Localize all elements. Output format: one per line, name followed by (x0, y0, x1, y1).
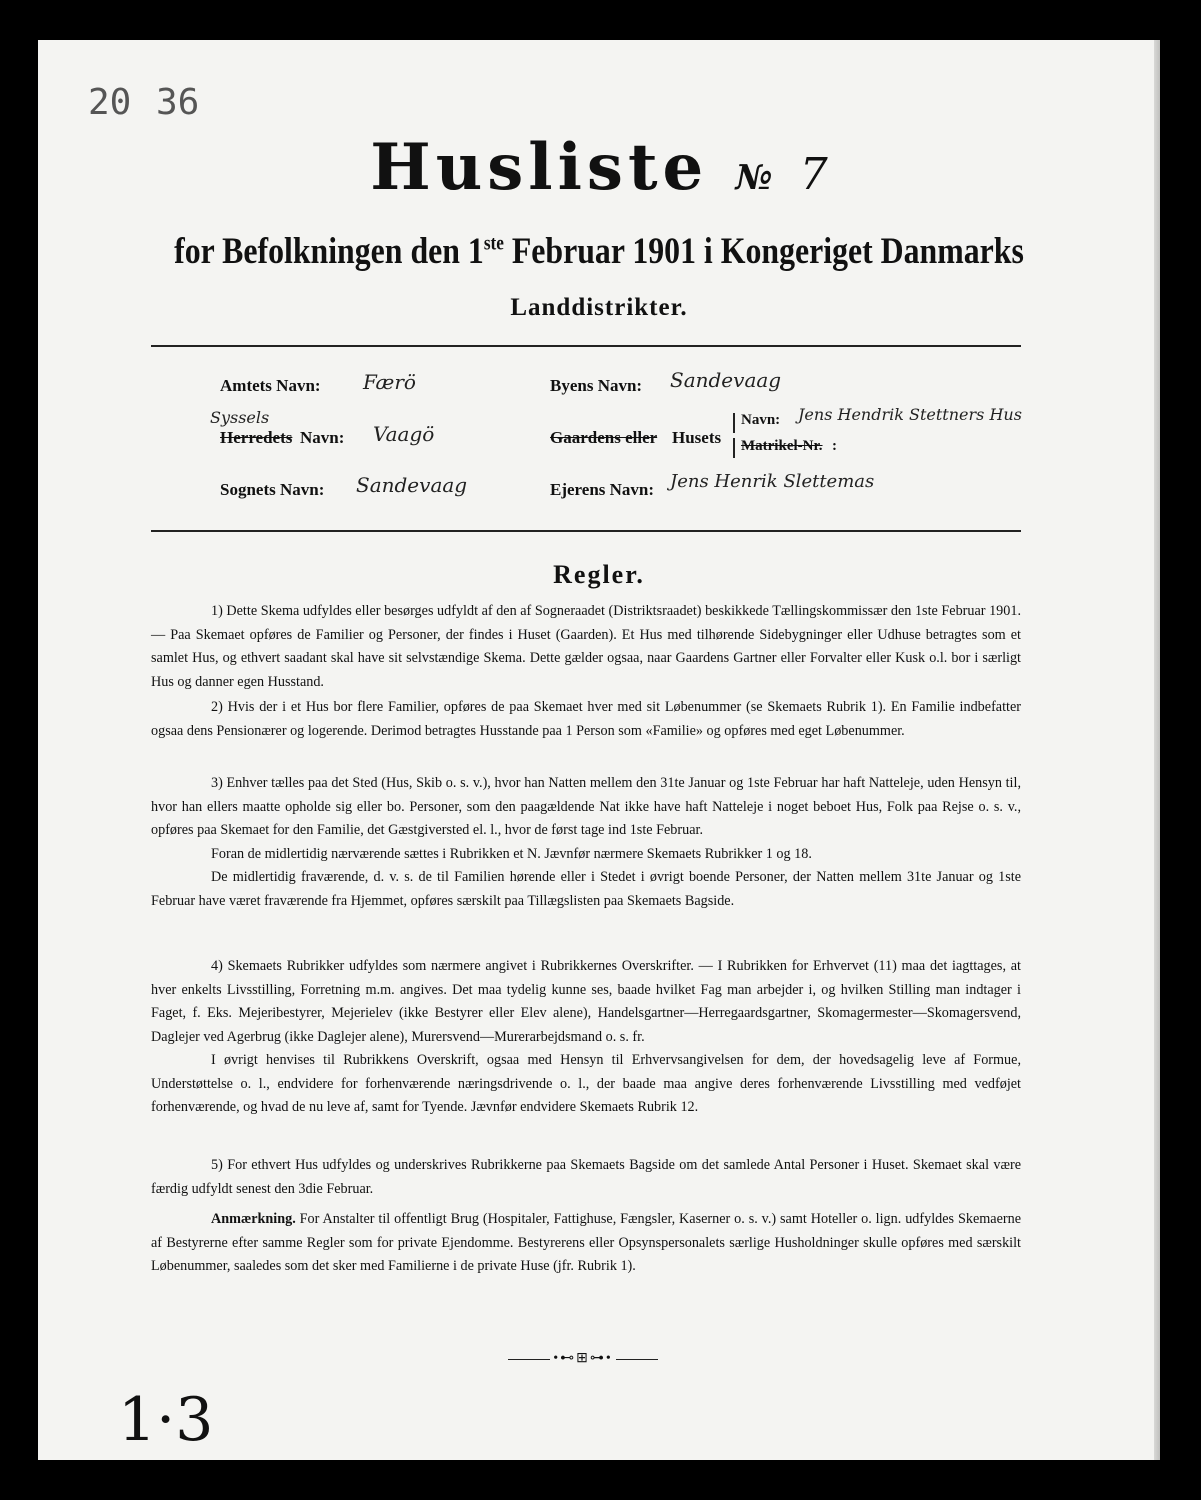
ejer-value: Jens Henrik Slettemas (670, 471, 875, 492)
stamp-number-left: 20 (88, 82, 132, 123)
form-subtitle (117, 230, 1082, 273)
remark-text: For Anstalter til offentligt Brug (Hospitaler, Fattighuse, Fængsler, Kaserner o. s. v.) samt Hoteller o. lign. udfyldes Skemaerne af Bestyrerne efter samme Regler som for private Ejendomme. Bestyrerens eller Opsynspersonalets særlige Husholdninger skulle opføres med særskilt Løbenummer, saaledes som det sker med Familierne i de private Huse (jfr. Rubrik 1). (151, 1211, 1021, 1274)
husets-label: Husets (672, 428, 722, 447)
gaard-label: Gaardens eller (550, 428, 658, 447)
matrikel-colon: : (832, 438, 837, 454)
rule-3: 3) Enhver tælles paa det Sted (Hus, Skib o. s. v.), hvor han Natten mellem den 31te Januar og 1ste Februar har haft Natteleje, uden Hensyn til, hvor han ellers maatte opholde sig eller bo. Personer, som den paagældende Nat ikke have haft Natteleje i noget beboet Hus, Folk paa Rejse o. s. v., opføres paa Skemaet for den Familie, det Gæstgiversted el. l., hvor de først tage ind 1ste Februar. (151, 775, 1021, 838)
herred-value: Vaagö (373, 422, 435, 446)
rule-1: 1) Dette Skema udfyldes eller besørges udfyldt af den af Sogneraadet (Distriktsraadet) beskikkede Tællingskommissær den 1ste Februar 1901. — Paa Skemaet opføres de Familier og Personer, der findes i Huset (Gaarden). Et Hus med tilhørende Sidebygninger eller Udhuse betragtes som et samlet Hus, og ethvert saadant skal have sit selvstændige Skema. Dette gælder ogsaa, naar Gaardens Gartner eller Forvalter eller Kusk o.l. bor i særligt Hus og danner egen Husstand. (151, 603, 1021, 690)
subtitle-superscript: ste (483, 232, 504, 255)
census-form-page (38, 40, 1160, 1460)
rule-2: 2) Hvis der i et Hus bor flere Familier, opføres de paa Skemaet hver med sit Løbenummer (se Skemaets Rubrik 1). En Familie indbefatter ogsaa dens Pensionærer og logerende. Derimod betragtes Husstande paa 1 Person som «Familie» og opføres med eget Løbenummer. (151, 699, 1021, 739)
ornament-divider: •⊷⊞⊶• (508, 1350, 658, 1367)
herred-label: Herredets (220, 428, 293, 447)
sogn-value: Sandevaag (356, 473, 468, 497)
top-divider (151, 345, 1021, 347)
remark (151, 1208, 1021, 1279)
title-text: Husliste (370, 130, 709, 205)
rule-3-note-present: Foran de midlertidig nærværende sættes i Rubrikken et N. Jævnfør nærmere Skemaets Rubrikker 1 og 18. (211, 845, 812, 862)
matrikel-label: Matrikel-Nr. (741, 438, 823, 454)
house-list-number: 7 (799, 149, 828, 200)
bracket-bar-top (733, 413, 735, 433)
rules-section-5 (151, 1154, 1021, 1201)
house-name-value: Jens Hendrik Stettners Hus (798, 405, 1022, 424)
amt-value: Færö (363, 370, 416, 394)
number-symbol: № (735, 158, 773, 198)
ejer-label: Ejerens Navn: (550, 480, 655, 499)
remark-label: Anmærkning. (211, 1211, 296, 1227)
rules-section-1 (151, 600, 1021, 694)
bracket-bar-bottom (733, 438, 735, 458)
subtitle-text-end: Februar 1901 i Kongeriget Danmarks (503, 231, 1024, 272)
rules-section-4 (151, 955, 1021, 1120)
form-district-type: Landdistrikter. (510, 294, 688, 321)
bottom-divider (151, 530, 1021, 532)
herred-label-navn: Navn: (300, 428, 345, 447)
rule-3-note-absent: De midlertidig fraværende, d. v. s. de til Familien hørende eller i Stedet i øvrigt boende Personer, der Natten mellem 31te Januar og 1ste Februar have været fraværende fra Hjemmet, opføres særskilt paa Tillægslisten paa Skemaets Bagside. (151, 869, 1021, 909)
stamp-number-right: 36 (156, 82, 200, 123)
by-label: Byens Navn: (550, 376, 643, 395)
subtitle-text-start: for Befolkningen den 1 (174, 231, 484, 272)
navn-label: Navn: (741, 412, 781, 428)
rule-5: 5) For ethvert Hus udfyldes og underskrives Rubrikkerne paa Skemaets Bagside om det samlede Antal Personer i Huset. Skemaet skal være færdig udfyldt senest den 3die Februar. (151, 1157, 1021, 1197)
sogn-label: Sognets Navn: (220, 480, 325, 499)
by-value: Sandevaag (670, 368, 782, 392)
herred-handwritten-correction: Syssels (210, 408, 270, 427)
rule-4-note: I øvrigt henvises til Rubrikkens Overskrift, ogsaa med Hensyn til Erhvervsangivelsen for dem, der hovedsagelig leve af Formue, Understøttelse o. l., endvidere for forhenværende næringsdrivende o. l., der baade maa angive deres forhenværende Livsstilling med vedføjet forhenværende, og hvad de nu leve af, samt for Tyende. Jævnfør endvidere Skemaets Rubrik 12. (151, 1052, 1021, 1115)
form-title (38, 130, 1160, 205)
amt-label: Amtets Navn: (220, 376, 321, 395)
rules-section-2 (151, 696, 1021, 743)
handwritten-page-note: 1·3 (118, 1385, 214, 1455)
rules-heading: Regler. (553, 560, 645, 589)
remark-section (151, 1208, 1021, 1279)
rules-section-3 (151, 772, 1021, 913)
rule-4: 4) Skemaets Rubrikker udfyldes som nærmere angivet i Rubrikkernes Overskrifter. — I Rubrikken for Erhvervet (11) maa det iagttages, at hver enkelts Livsstilling, Forretning m.m. angives. Det maa tydelig kunne ses, baade hvilket Fag man arbejder i, og hvilken Stilling man indtager i Faget, f. Eks. Mejeribestyrer, Mejerielev (ikke Bestyrer eller Elev alene), Handelsgartner—Herregaardsgartner, Skomagermester—Skomagersvend, Daglejer ved Agerbrug (ikke Daglejer alene), Murersvend—Murerarbejdsmand o. s. fr. (151, 958, 1021, 1045)
